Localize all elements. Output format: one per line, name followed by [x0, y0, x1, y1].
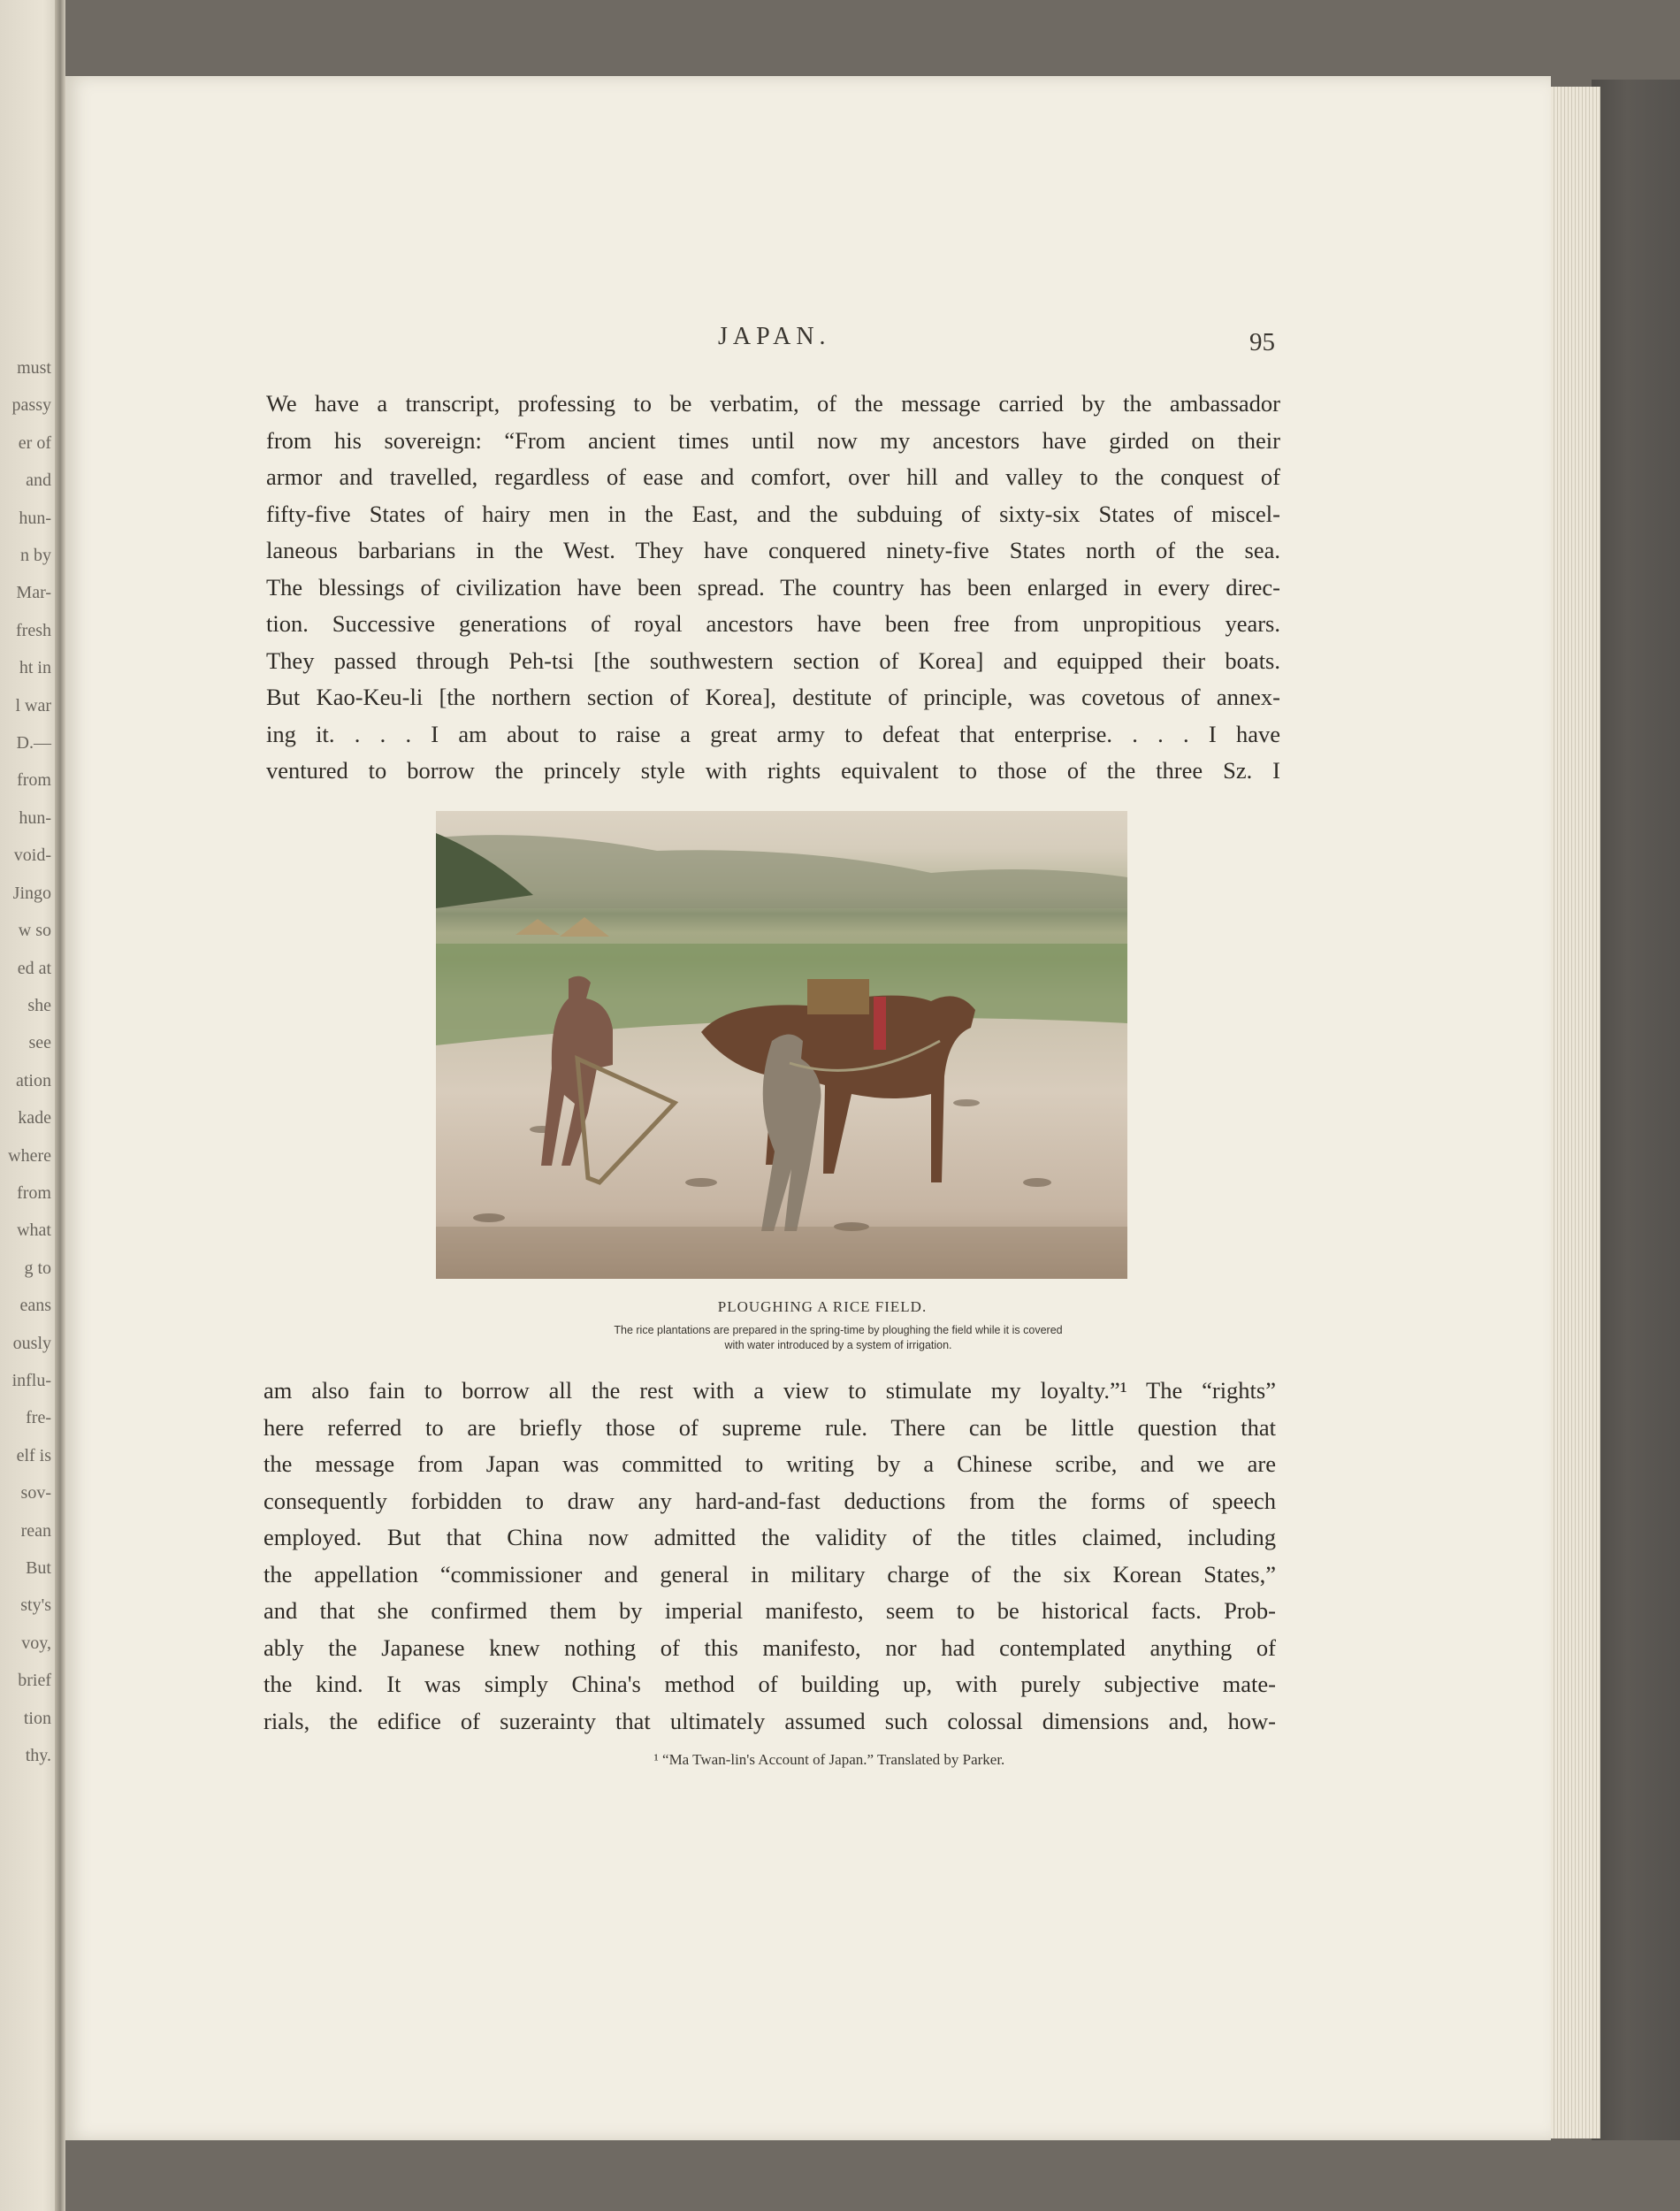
page-edges: [1547, 87, 1600, 2138]
book-gutter: [55, 0, 65, 2211]
text-line: am also fain to borrow all the rest with a view to stimulate my loyalty.”¹ The “rights”: [263, 1377, 1276, 1404]
figure-photo-ploughing-rice-field: [436, 811, 1127, 1279]
left-page-line: ation: [16, 1070, 51, 1090]
text-line: They passed through Peh-tsi [the southwestern section of Korea] and equipped their boats.: [266, 646, 1280, 674]
left-page-line: ht in: [19, 658, 51, 678]
figure-title: PLOUGHING A RICE FIELD.: [717, 1298, 928, 1315]
left-page-line: g to: [24, 1258, 51, 1278]
left-page-line: l war: [15, 695, 51, 715]
left-page-line: hun-: [19, 508, 51, 528]
text-line: fifty-five States of hairy men in the East, and the subduing of sixty-six States of miscel-: [266, 500, 1280, 527]
text-line: employed. But that China now admitted the validity of the titles claimed, including: [263, 1524, 1276, 1550]
left-page-line: hun-: [19, 807, 51, 828]
body-text-after-figure: [263, 1373, 1276, 1740]
book-cover: [1592, 80, 1680, 2140]
left-page-line: fre-: [26, 1408, 51, 1428]
left-page-line: brief: [18, 1671, 51, 1691]
left-page-line: er of: [18, 432, 51, 453]
left-page-line: and: [26, 471, 51, 491]
left-page-line: kade: [18, 1108, 51, 1128]
text-line: ventured to borrow the princely style with rights equivalent to those of the three Sz. I: [266, 757, 1280, 784]
left-page-line: from: [17, 1182, 51, 1203]
text-line: tion. Successive generations of royal ancestors have been free from unpropitious years.: [266, 610, 1280, 637]
text-line: from his sovereign: “From ancient times until now my ancestors have girded on their: [266, 426, 1280, 454]
footnote: ¹ “Ma Twan-lin's Account of Japan.” Translated by Parker.: [653, 1751, 1005, 1768]
body-text-before-figure: [266, 386, 1280, 790]
left-page-line: But: [26, 1558, 51, 1578]
left-page-line: fresh: [16, 620, 51, 640]
left-page-line: see: [28, 1033, 51, 1053]
text-line: We have a transcript, professing to be verbatim, of the message carried by the ambassador: [266, 390, 1280, 417]
left-page-line: passy: [11, 395, 51, 416]
left-page-line: what: [17, 1220, 51, 1241]
left-page-line: sov-: [20, 1483, 51, 1503]
running-title: JAPAN.: [718, 323, 831, 350]
left-page-line: w so: [18, 921, 51, 941]
text-line: The blessings of civilization have been spread. The country has been enlarged in every direc-: [266, 573, 1280, 601]
left-page-line: tion: [23, 1708, 51, 1728]
left-page-line: elf is: [16, 1445, 51, 1465]
text-line: ing it. . . . I am about to raise a great army to defeat that enterprise. . . . I have: [266, 720, 1280, 747]
left-page-line: Mar-: [16, 583, 51, 603]
text-line: rials, the edifice of suzerainty that ultimately assumed such colossal dimensions and, how-: [263, 1707, 1276, 1734]
left-page-line: thy.: [25, 1746, 51, 1766]
left-page-line: ously: [12, 1333, 51, 1353]
left-page-line: ed at: [17, 958, 51, 978]
left-page-line: void-: [13, 845, 51, 866]
text-line: the message from Japan was committed to writing by a Chinese scribe, and we are: [263, 1450, 1276, 1477]
left-page-line: from: [17, 770, 51, 791]
left-page-line: eans: [19, 1296, 51, 1316]
left-page-line: rean: [20, 1520, 51, 1541]
left-page-line: n by: [20, 546, 51, 566]
left-page-line: where: [8, 1145, 51, 1166]
text-line: and that she confirmed them by imperial manifesto, seem to be historical facts. Prob-: [263, 1597, 1276, 1624]
figure-description-text: The rice plantations are prepared in the spring-time by ploughing the field while it is covered with water introduced by a system of irrigation.: [614, 1324, 1063, 1351]
page-number: 95: [1249, 328, 1275, 356]
left-page-line: sty's: [20, 1595, 51, 1616]
left-page-line: voy,: [21, 1633, 51, 1653]
left-page-line: she: [27, 995, 51, 1015]
text-line: ably the Japanese knew nothing of this manifesto, nor had contemplated anything of: [263, 1633, 1276, 1661]
text-line: armor and travelled, regardless of ease and comfort, over hill and valley to the conquest of: [266, 463, 1280, 490]
text-line: here referred to are briefly those of supreme rule. There can be little question that: [263, 1413, 1276, 1441]
left-page-text: [0, 349, 51, 1774]
text-line: laneous barbarians in the West. They have conquered ninety-five States north of the sea.: [266, 537, 1280, 563]
figure-description: [0, 1323, 1678, 1353]
left-page-line: must: [17, 358, 51, 378]
left-page-line: D.—: [16, 733, 51, 754]
text-line: consequently forbidden to draw any hard-and-fast deductions from the forms of speech: [263, 1487, 1276, 1514]
photo-illustration: [436, 811, 1127, 1279]
text-line: the kind. It was simply China's method of building up, with purely subjective mate-: [263, 1671, 1276, 1697]
text-line: the appellation “commissioner and general in military charge of the six Korean States,”: [263, 1560, 1276, 1587]
left-page-line: Jingo: [12, 883, 51, 903]
left-page-line: influ-: [11, 1370, 51, 1390]
text-line: But Kao-Keu-li [the northern section of Korea], destitute of principle, was covetous of annex-: [266, 684, 1280, 710]
